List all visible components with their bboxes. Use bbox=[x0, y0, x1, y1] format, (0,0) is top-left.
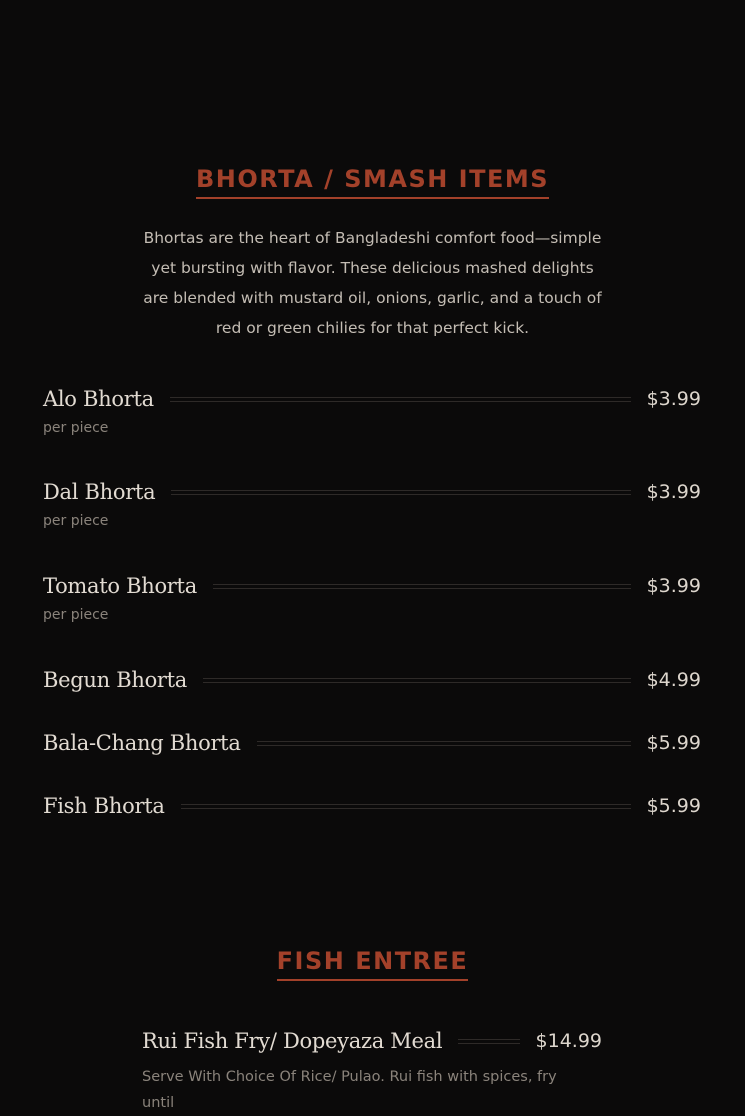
section-description: Bhortas are the heart of Bangladeshi comfort food—simple yet bursting with flavor. These delicious mashed delights are blended with mustard oil, onions, garlic, and a touch of red or green chilies for that perfect kick. bbox=[143, 229, 602, 337]
dotted-leader bbox=[170, 397, 631, 402]
section-title-text: BHORTA / SMASH ITEMS bbox=[196, 165, 549, 199]
item-name: Rui Fish Fry/ Dopeyaza Meal bbox=[142, 1029, 443, 1053]
menu-item-row bbox=[43, 728, 701, 758]
item-name: Alo Bhorta bbox=[43, 387, 154, 411]
item-name: Dal Bhorta bbox=[43, 480, 156, 504]
bhorta-section bbox=[0, 165, 745, 199]
item-note: per piece bbox=[43, 607, 109, 623]
menu-item-alo-bhorta[interactable] bbox=[43, 384, 701, 436]
menu-item-dal-bhorta[interactable] bbox=[43, 477, 701, 529]
item-description: Serve With Choice Of Rice/ Pulao. Rui fish with spices, fry until bbox=[142, 1069, 557, 1111]
fish-section bbox=[0, 947, 745, 981]
section-title bbox=[0, 947, 745, 981]
dotted-leader bbox=[257, 741, 631, 746]
menu-item-fish-bhorta[interactable] bbox=[43, 791, 701, 821]
item-note: per piece bbox=[43, 420, 109, 436]
menu-item-row bbox=[43, 477, 701, 507]
menu-item-rui-fish-fry[interactable] bbox=[142, 1026, 602, 1116]
menu-item-row bbox=[43, 665, 701, 695]
item-name: Fish Bhorta bbox=[43, 794, 165, 818]
item-price: $3.99 bbox=[646, 575, 701, 597]
dotted-leader bbox=[458, 1039, 519, 1044]
bhorta-description-wrap bbox=[0, 223, 745, 343]
item-price: $4.99 bbox=[646, 669, 701, 691]
dotted-leader bbox=[203, 678, 631, 683]
item-name: Bala-Chang Bhorta bbox=[43, 731, 241, 755]
menu-item-bala-chang-bhorta[interactable] bbox=[43, 728, 701, 758]
menu-item-tomato-bhorta[interactable] bbox=[43, 571, 701, 623]
dotted-leader bbox=[181, 804, 631, 809]
menu-item-row bbox=[43, 571, 701, 601]
dotted-leader bbox=[171, 490, 630, 495]
section-title-text: FISH ENTREE bbox=[277, 947, 469, 981]
item-price: $5.99 bbox=[646, 732, 701, 754]
item-price: $5.99 bbox=[646, 795, 701, 817]
menu-item-begun-bhorta[interactable] bbox=[43, 665, 701, 695]
menu-item-row bbox=[43, 791, 701, 821]
menu-item-row bbox=[142, 1026, 602, 1056]
section-title bbox=[0, 165, 745, 199]
item-note: per piece bbox=[43, 513, 109, 529]
item-price: $3.99 bbox=[646, 481, 701, 503]
item-name: Tomato Bhorta bbox=[43, 574, 197, 598]
menu-item-row bbox=[43, 384, 701, 414]
item-price: $3.99 bbox=[646, 388, 701, 410]
dotted-leader bbox=[213, 584, 631, 589]
item-name: Begun Bhorta bbox=[43, 668, 188, 692]
item-price: $14.99 bbox=[535, 1030, 602, 1052]
